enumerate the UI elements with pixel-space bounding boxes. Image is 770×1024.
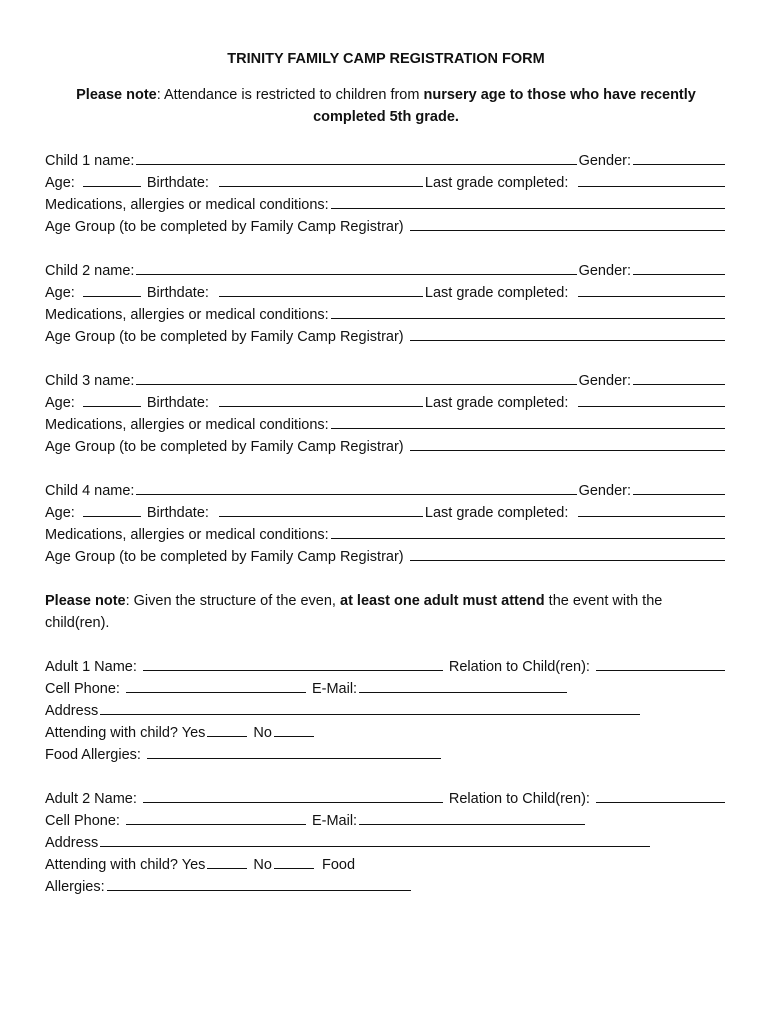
address-field[interactable]	[100, 700, 640, 715]
relation-field[interactable]	[596, 788, 725, 803]
relation-label: Relation to Child(ren):	[448, 659, 590, 675]
age-group-field[interactable]	[410, 216, 725, 231]
adult-name-label: Adult 2 Name:	[45, 791, 137, 807]
age-label: Age:	[45, 285, 75, 301]
last-grade-field[interactable]	[578, 502, 725, 517]
adult-block-1	[45, 656, 727, 766]
age-group-field[interactable]	[410, 546, 725, 561]
age-group-field[interactable]	[410, 326, 725, 341]
child-name-field[interactable]	[136, 150, 576, 165]
birthdate-field[interactable]	[219, 502, 423, 517]
age-group-label: Age Group (to be completed by Family Camp Registrar)	[45, 439, 404, 455]
adult-attendance-note	[45, 590, 727, 634]
age-group-label: Age Group (to be completed by Family Camp Registrar)	[45, 329, 404, 345]
adult-name-field[interactable]	[143, 656, 443, 671]
attendance-note	[45, 84, 727, 128]
age-field[interactable]	[83, 172, 141, 187]
email-field[interactable]	[359, 678, 567, 693]
relation-field[interactable]	[596, 656, 725, 671]
attending-label: Attending with child? Yes	[45, 725, 206, 741]
last-grade-label: Last grade completed:	[424, 285, 569, 301]
child-name-field[interactable]	[136, 260, 576, 275]
last-grade-field[interactable]	[578, 172, 725, 187]
attending-label: Attending with child? Yes	[45, 857, 206, 873]
age-group-label: Age Group (to be completed by Family Camp Registrar)	[45, 549, 404, 565]
age-group-field[interactable]	[410, 436, 725, 451]
gender-field[interactable]	[633, 480, 725, 495]
attending-no-field[interactable]	[274, 854, 314, 869]
birthdate-label: Birthdate:	[146, 285, 209, 301]
medications-field[interactable]	[331, 304, 725, 319]
note-label: Please note	[45, 593, 126, 609]
age-group-label: Age Group (to be completed by Family Camp Registrar)	[45, 219, 404, 235]
gender-label: Gender:	[578, 153, 631, 169]
medications-label: Medications, allergies or medical conditions:	[45, 197, 329, 213]
medications-field[interactable]	[331, 414, 725, 429]
note-label: Please note	[76, 87, 157, 103]
child-block-2	[45, 260, 727, 348]
cell-phone-label: Cell Phone:	[45, 681, 120, 697]
medications-field[interactable]	[331, 524, 725, 539]
address-label: Address	[45, 835, 99, 851]
form-title: TRINITY FAMILY CAMP REGISTRATION FORM	[227, 51, 545, 67]
relation-label: Relation to Child(ren):	[448, 791, 590, 807]
last-grade-field[interactable]	[578, 282, 725, 297]
note-bold-text: at least one adult must attend	[340, 593, 545, 609]
child-block-1	[45, 150, 727, 238]
food-label: Food	[321, 857, 356, 873]
last-grade-label: Last grade completed:	[424, 395, 569, 411]
child-name-label: Child 2 name:	[45, 263, 135, 279]
medications-field[interactable]	[331, 194, 725, 209]
attending-yes-field[interactable]	[207, 722, 247, 737]
allergies-label: Allergies:	[45, 879, 105, 895]
birthdate-field[interactable]	[219, 282, 423, 297]
allergies-field[interactable]	[107, 876, 411, 891]
note-bold-text: nursery age to those who have recently completed 5th grade.	[313, 87, 696, 125]
last-grade-label: Last grade completed:	[424, 175, 569, 191]
gender-label: Gender:	[578, 263, 631, 279]
attending-no-field[interactable]	[274, 722, 314, 737]
age-label: Age:	[45, 175, 75, 191]
last-grade-label: Last grade completed:	[424, 505, 569, 521]
food-allergies-label: Food Allergies:	[45, 747, 141, 763]
cell-phone-label: Cell Phone:	[45, 813, 120, 829]
age-label: Age:	[45, 505, 75, 521]
birthdate-field[interactable]	[219, 392, 423, 407]
email-label: E-Mail:	[311, 813, 358, 829]
attending-no-label: No	[253, 857, 272, 873]
child-name-label: Child 4 name:	[45, 483, 135, 499]
child-name-label: Child 3 name:	[45, 373, 135, 389]
birthdate-label: Birthdate:	[146, 505, 209, 521]
birthdate-field[interactable]	[219, 172, 423, 187]
birthdate-label: Birthdate:	[146, 395, 209, 411]
adult-name-field[interactable]	[143, 788, 443, 803]
medications-label: Medications, allergies or medical conditions:	[45, 307, 329, 323]
child-block-3	[45, 370, 727, 458]
birthdate-label: Birthdate:	[146, 175, 209, 191]
cell-phone-field[interactable]	[126, 678, 306, 693]
registration-form	[45, 48, 727, 898]
note-text: : Given the structure of the even,	[125, 593, 340, 609]
gender-field[interactable]	[633, 150, 725, 165]
medications-label: Medications, allergies or medical conditions:	[45, 417, 329, 433]
gender-label: Gender:	[578, 373, 631, 389]
attending-yes-field[interactable]	[207, 854, 247, 869]
age-label: Age:	[45, 395, 75, 411]
medications-label: Medications, allergies or medical conditions:	[45, 527, 329, 543]
cell-phone-field[interactable]	[126, 810, 306, 825]
gender-label: Gender:	[578, 483, 631, 499]
child-name-label: Child 1 name:	[45, 153, 135, 169]
address-label: Address	[45, 703, 99, 719]
email-field[interactable]	[359, 810, 585, 825]
last-grade-field[interactable]	[578, 392, 725, 407]
attending-no-label: No	[253, 725, 272, 741]
child-block-4	[45, 480, 727, 568]
note-text-end: the event with the child(ren).	[45, 593, 663, 631]
gender-field[interactable]	[633, 370, 725, 385]
note-text: : Attendance is restricted to children from	[156, 87, 424, 103]
food-allergies-field[interactable]	[147, 744, 441, 759]
child-name-field[interactable]	[136, 480, 576, 495]
age-field[interactable]	[83, 392, 141, 407]
email-label: E-Mail:	[311, 681, 358, 697]
child-name-field[interactable]	[136, 370, 576, 385]
adult-name-label: Adult 1 Name:	[45, 659, 137, 675]
address-field[interactable]	[100, 832, 650, 847]
gender-field[interactable]	[633, 260, 725, 275]
adult-block-2	[45, 788, 727, 898]
age-field[interactable]	[83, 282, 141, 297]
age-field[interactable]	[83, 502, 141, 517]
